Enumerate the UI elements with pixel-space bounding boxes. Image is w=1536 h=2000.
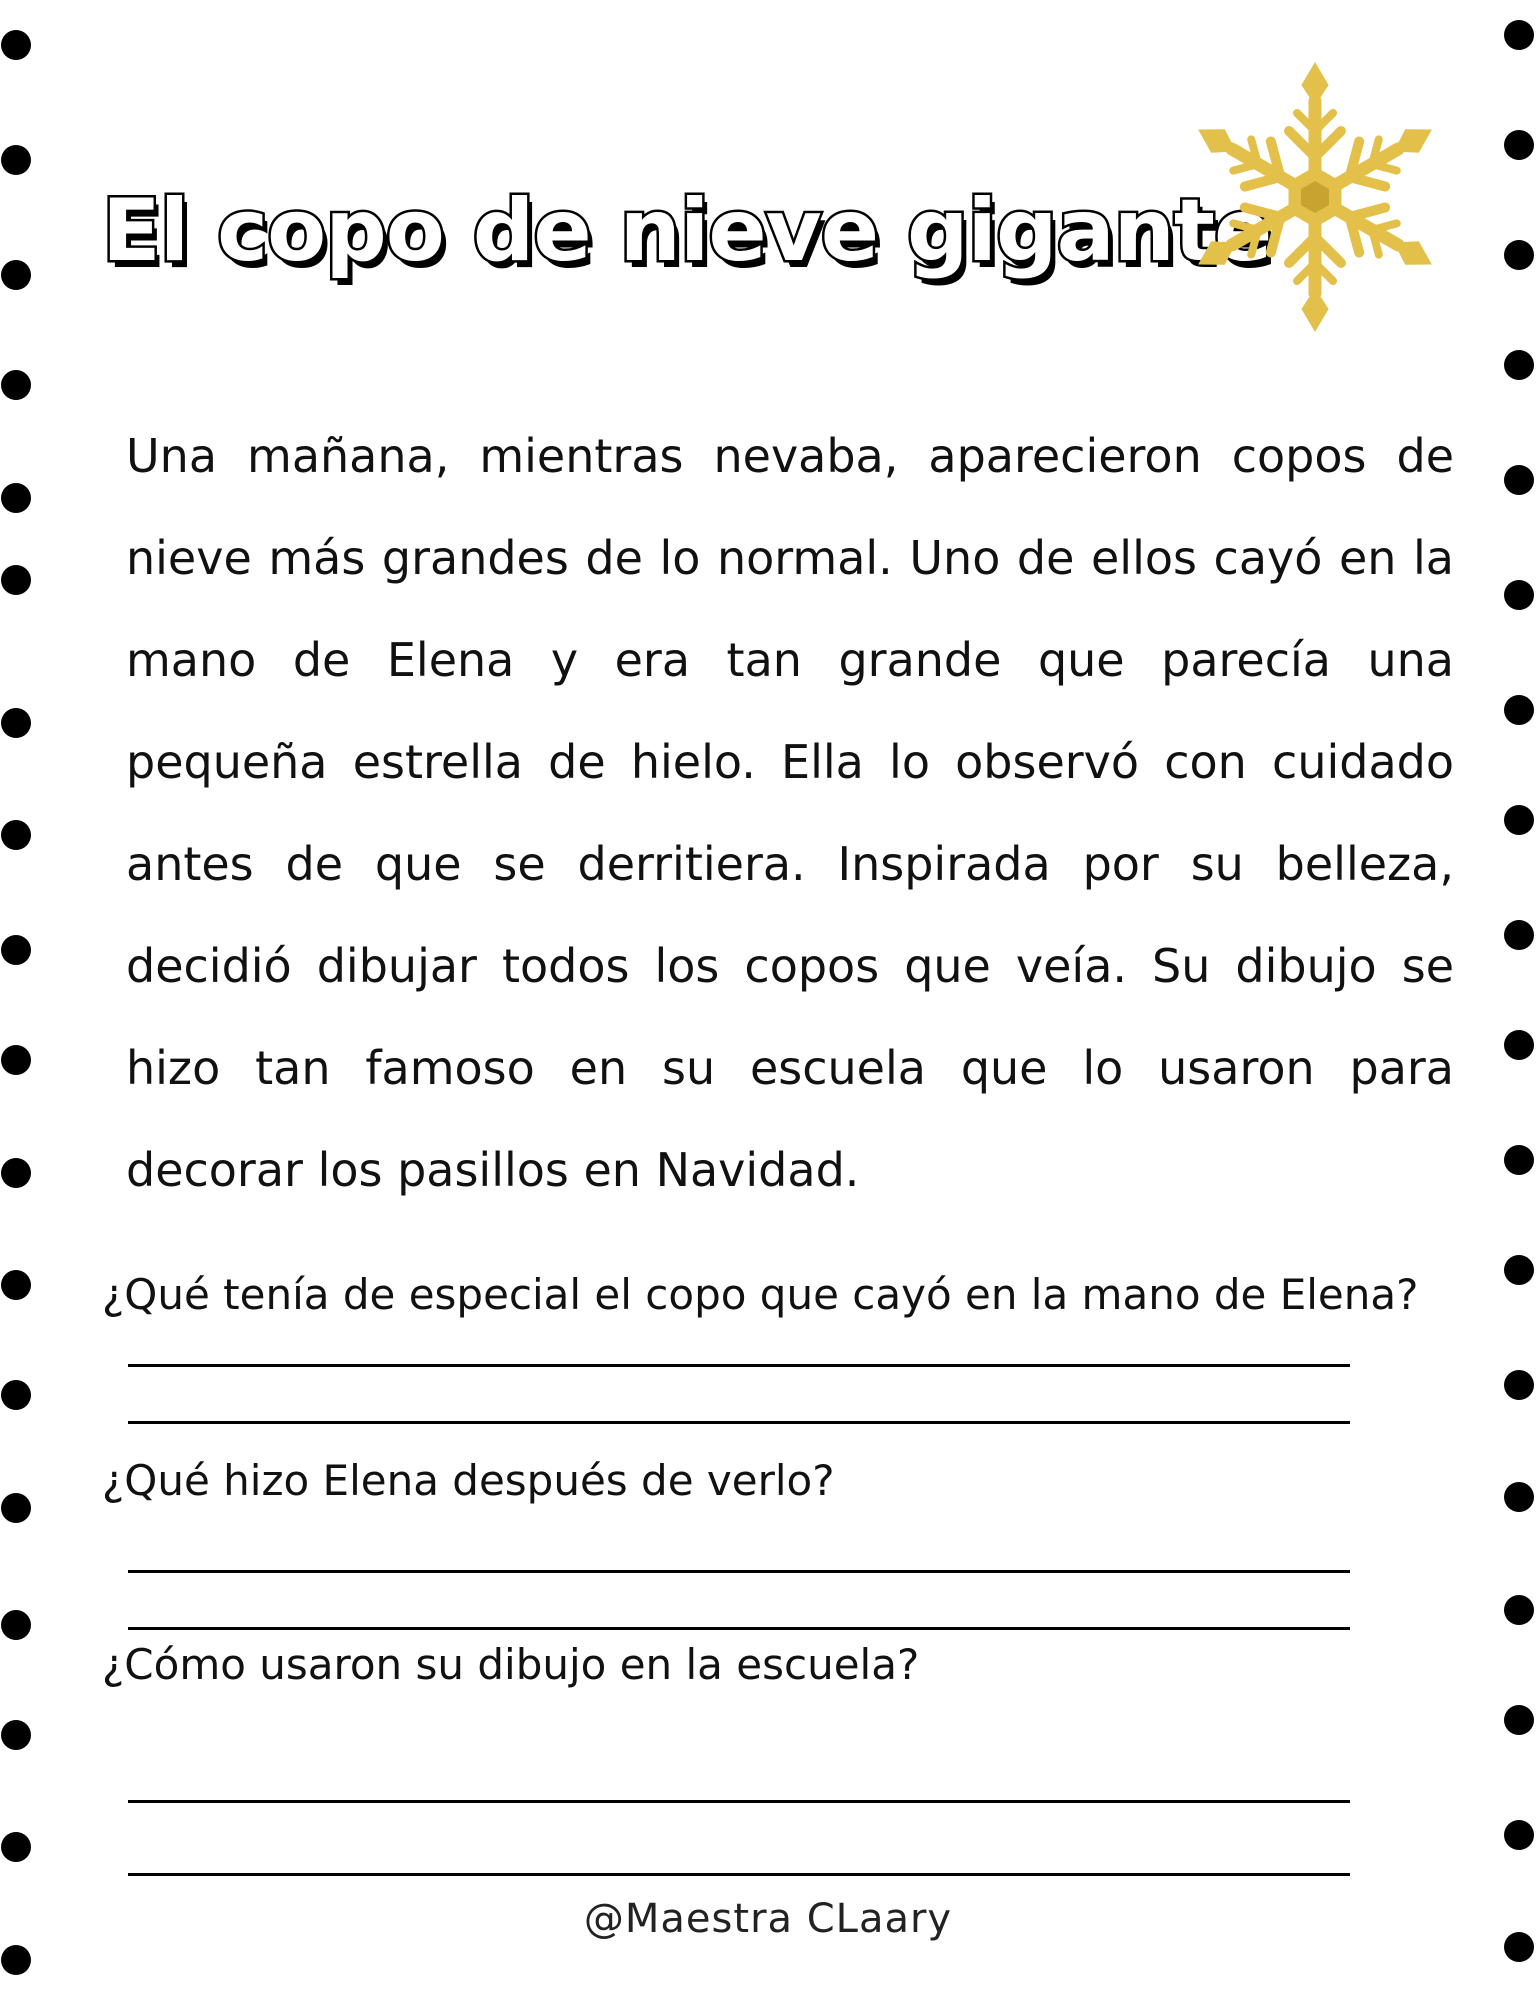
border-dot bbox=[1504, 805, 1534, 835]
answer-line[interactable] bbox=[128, 1873, 1350, 1876]
border-dot bbox=[1504, 130, 1534, 160]
gold-snowflake-icon bbox=[1185, 52, 1445, 342]
right-dot-border bbox=[1502, 0, 1536, 2000]
border-dot bbox=[1504, 580, 1534, 610]
border-dot bbox=[1, 1158, 31, 1188]
question-1: ¿Qué tenía de especial el copo que cayó en la mano de Elena? bbox=[102, 1270, 1419, 1319]
border-dot bbox=[1, 483, 31, 513]
answer-line[interactable] bbox=[128, 1364, 1350, 1367]
border-dot bbox=[1504, 1145, 1534, 1175]
border-dot bbox=[1504, 465, 1534, 495]
left-dot-border bbox=[0, 0, 34, 2000]
border-dot bbox=[1504, 1595, 1534, 1625]
answer-line[interactable] bbox=[128, 1570, 1350, 1573]
story-paragraph: Una mañana, mientras nevaba, aparecieron copos de nieve más grandes de lo normal. Uno de ellos cayó en la mano de Elena y era tan grande que parecía una pequeña estrella de hielo. Ella lo observó con cuidado antes de que se derritiera. Inspirada por su belleza, decidió dibujar todos los copos que veía. Su dibujo se hizo tan famoso en su escuela que lo usaron para decorar los pasillos en Navidad. bbox=[126, 429, 1454, 1197]
border-dot bbox=[1504, 1482, 1534, 1512]
border-dot bbox=[1, 1720, 31, 1750]
author-credit: @Maestra CLaary bbox=[583, 1896, 953, 1942]
border-dot bbox=[1504, 1370, 1534, 1400]
border-dot bbox=[1, 565, 31, 595]
worksheet-title: El copo de nieve gigante bbox=[102, 181, 1272, 281]
border-dot bbox=[1, 1832, 31, 1862]
border-dot bbox=[1504, 1255, 1534, 1285]
border-dot bbox=[1504, 695, 1534, 725]
border-dot bbox=[1504, 240, 1534, 270]
question-3: ¿Cómo usaron su dibujo en la escuela? bbox=[102, 1640, 920, 1689]
border-dot bbox=[1504, 1705, 1534, 1735]
border-dot bbox=[1504, 1030, 1534, 1060]
answer-line[interactable] bbox=[128, 1421, 1350, 1424]
border-dot bbox=[1, 260, 31, 290]
border-dot bbox=[1504, 20, 1534, 50]
border-dot bbox=[1, 145, 31, 175]
border-dot bbox=[1, 708, 31, 738]
border-dot bbox=[1, 1045, 31, 1075]
border-dot bbox=[1, 1270, 31, 1300]
question-2: ¿Qué hizo Elena después de verlo? bbox=[102, 1456, 835, 1505]
border-dot bbox=[1504, 920, 1534, 950]
border-dot bbox=[1, 370, 31, 400]
border-dot bbox=[1, 1493, 31, 1523]
border-dot bbox=[1, 935, 31, 965]
border-dot bbox=[1, 820, 31, 850]
answer-line[interactable] bbox=[128, 1627, 1350, 1630]
border-dot bbox=[1504, 350, 1534, 380]
border-dot bbox=[1, 1945, 31, 1975]
border-dot bbox=[1, 1380, 31, 1410]
border-dot bbox=[1, 30, 31, 60]
border-dot bbox=[1, 1610, 31, 1640]
border-dot bbox=[1504, 1820, 1534, 1850]
answer-line[interactable] bbox=[128, 1800, 1350, 1803]
